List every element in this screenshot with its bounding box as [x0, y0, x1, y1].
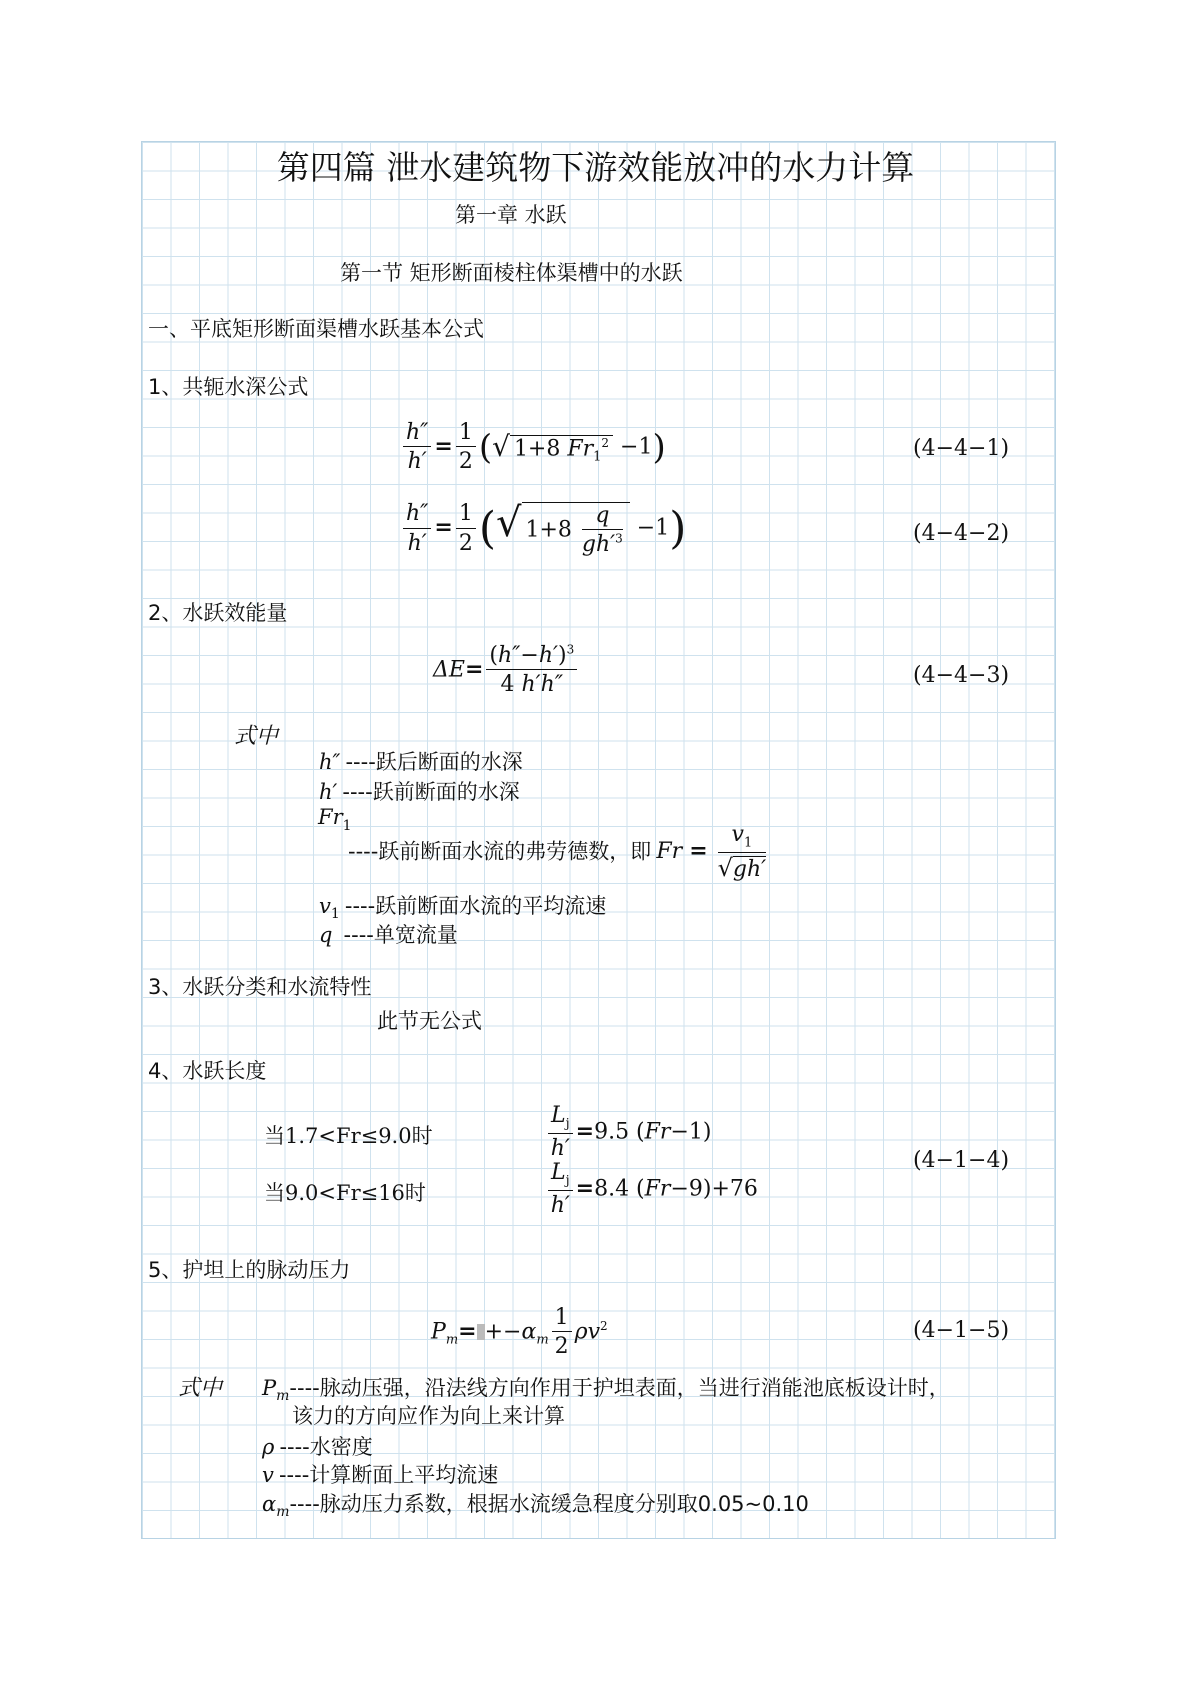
where-label-2: 式中	[178, 1376, 223, 1401]
heading-jump-length: 4、水跃长度	[148, 1059, 267, 1083]
equation-number-4-1-4: (4−1−4)	[913, 1148, 1010, 1173]
heading-energy-dissipation: 2、水跃效能量	[148, 601, 288, 625]
heading-conjugate-depth: 1、共轭水深公式	[148, 375, 309, 399]
equation-number-4-4-3: (4−4−3)	[913, 663, 1010, 688]
no-formula-note: 此节无公式	[377, 1009, 482, 1033]
var-h-double-prime: h″ ----跃后断面的水深	[319, 750, 523, 774]
equation-number-4-1-5: (4−1−5)	[913, 1318, 1010, 1343]
equation-4-1-5: $P_m= +-\alpha_m$ $\frac{1}{2}$ $\rho v^2$	[431, 1305, 608, 1360]
equation-number-4-4-2: (4−4−2)	[913, 521, 1010, 546]
var-pm: Pm----脉动压强，沿法线方向作用于护坦表面，当进行消能池底板设计时，	[262, 1376, 950, 1404]
page-title: 第四篇 泄水建筑物下游效能放冲的水力计算	[276, 148, 915, 187]
section-title: 第一节 矩形断面棱柱体渠槽中的水跃	[340, 261, 683, 285]
var-froude-desc: ----跃前断面水流的弗劳德数，即 Fr = $\frac{v_1}{√gh'}$	[348, 822, 767, 883]
heading-jump-classification: 3、水跃分类和水流特性	[148, 975, 372, 999]
equation-4-4-3: ΔE= $\frac{(h''-h')^3}{4 h'h''}$	[433, 643, 580, 698]
equation-4-4-1: $\frac{h''}{h'}$ = $\frac{1}{2}$ (√ 1+8 $Fr_1^2 -1$)	[400, 420, 666, 475]
equation-4-4-2: $\frac{h''}{h'}$ = $\frac{1}{2}$ (√ 1+8 $\frac{q}{gh'^3}$ −1)	[400, 500, 686, 557]
condition-2: 当9.0<Fr≤16时	[264, 1181, 426, 1205]
heading-pulsating-pressure: 5、护坦上的脉动压力	[148, 1258, 351, 1282]
condition-1: 当1.7<Fr≤9.0时	[264, 1124, 433, 1148]
var-froude: Fr1	[318, 805, 352, 834]
var-rho: ρ ----水密度	[262, 1435, 373, 1459]
var-v: v ----计算断面上平均流速	[262, 1463, 499, 1487]
equation-jump-length-2: $\frac{L_j}{h'}$ =8.4 (Fr−9)+76	[545, 1160, 758, 1219]
var-alpha-m: αm----脉动压力系数，根据水流缓急程度分别取0.05~0.10	[262, 1492, 809, 1520]
heading-part1: 一、平底矩形断面渠槽水跃基本公式	[148, 317, 484, 341]
var-v1: v1 ----跃前断面水流的平均流速	[319, 894, 607, 922]
equation-number-4-4-1: (4−4−1)	[913, 436, 1010, 461]
chapter-title: 第一章 水跃	[455, 203, 567, 227]
var-pm-continuation: 该力的方向应作为向上来计算	[292, 1404, 565, 1428]
equation-jump-length-1: $\frac{L_j}{h'}$ =9.5 (Fr−1)	[545, 1103, 711, 1162]
var-q: q ----单宽流量	[319, 923, 458, 947]
where-label: 式中	[234, 724, 279, 749]
var-h-prime: h′ ----跃前断面的水深	[319, 780, 520, 804]
